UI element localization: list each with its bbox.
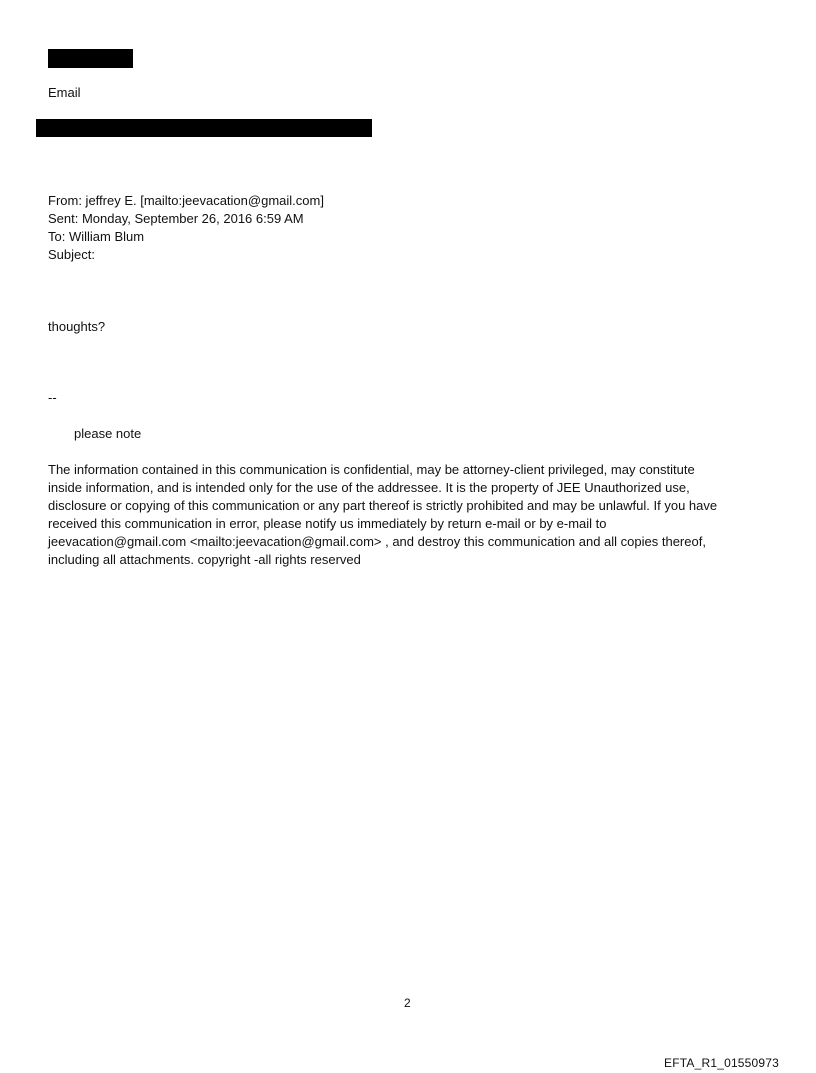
document-id: EFTA_R1_01550973 [664,1056,780,1070]
disclaimer-line: jeevacation@gmail.com <mailto:jeevacation@gmail.com> , and destroy this communication and all copies thereof, [48,534,706,549]
header-from: From: jeffrey E. [mailto:jeevacation@gmail.com] [48,193,324,208]
page-heading: Email [48,85,81,100]
signature-separator: -- [48,390,57,405]
header-to: To: William Blum [48,229,145,244]
redaction-bar-wide [36,119,372,137]
disclaimer-line: received this communication in error, please notify us immediately by return e-mail or by e-mail to [48,516,607,531]
email-body: thoughts? [48,319,106,334]
disclaimer-line: The information contained in this communication is confidential, may be attorney-client privileged, may constitute [48,462,695,477]
disclaimer-line: disclosure or copying of this communication or any part thereof is strictly prohibited and may be unlawful. If you have [48,498,718,513]
disclaimer [48,461,768,569]
header-sent: Sent: Monday, September 26, 2016 6:59 AM [48,211,304,226]
please-note: please note [74,426,142,441]
page-number: 2 [404,996,411,1010]
redaction-bar-top [48,49,133,68]
disclaimer-line: inside information, and is intended only for the use of the addressee. It is the property of JEE Unauthorized use, [48,480,690,495]
disclaimer-line: including all attachments. copyright -all rights reserved [48,552,361,567]
header-subject: Subject: [48,247,95,262]
